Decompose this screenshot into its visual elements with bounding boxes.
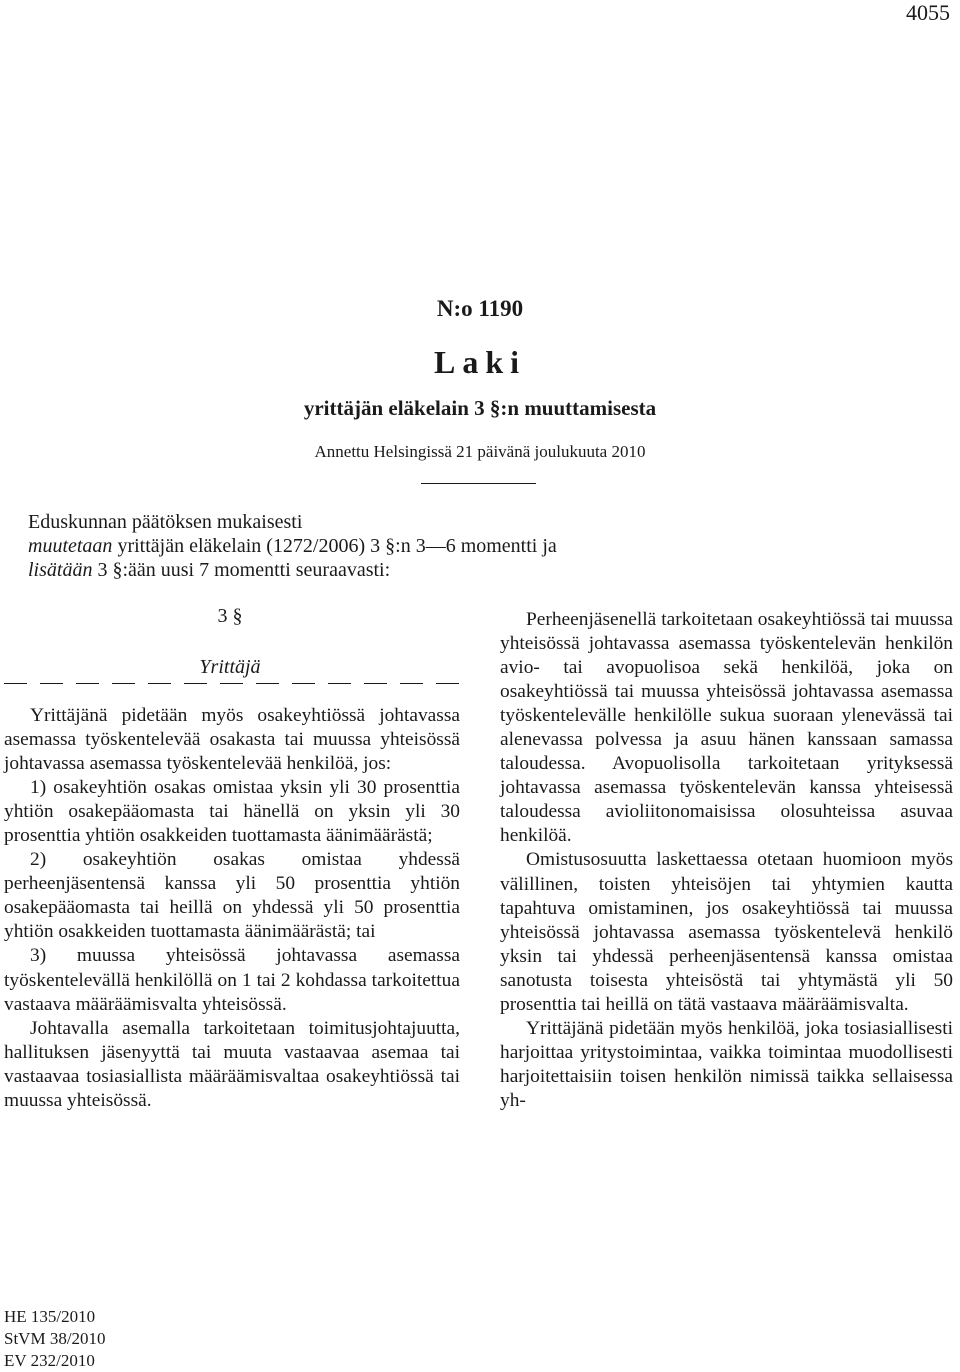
paragraph: Omistusosuutta laskettaessa otetaan huomioon myös välillinen, toisten yhteisöjen tai yhtymien kautta tapahtuva omistaminen, jos osakeyhtiössä tai muussa yhteisössä johtavassa asemassa työskentelevä henkilö yksin tai yhdessä perheenjäsentensä kanssa omistaa sanotusta toisesta yhteisöstä tai yhtymästä yli 50 prosenttia tai heillä on tätä vastaava määräämisvalta. <box>500 849 953 1015</box>
paragraph: Yrittäjänä pidetään myös henkilöä, joka tosiasiallisesti harjoittaa yritystoimintaa, vaikka toimintaa muodollisesti harjoitettaisiin toisen henkilön nimissä taikka sellaisessa yh- <box>500 1017 953 1111</box>
dash <box>400 683 423 684</box>
section-number: 3 § <box>217 605 243 627</box>
paragraph: 3) muussa yhteisössä johtavassa asemassa työskentelevällä henkilöllä on 1 tai 2 kohdassa tarkoitettua vastaava määräämisvalta yhteisössä. <box>4 945 460 1015</box>
dash <box>4 683 27 684</box>
dash <box>256 683 279 684</box>
paragraph: Johtavalla asemalla tarkoitetaan toimitusjohtajuutta, hallituksen jäsenyyttä tai muuta vastaavaa asemaa tai vastaavaa tosiasiallista määräämisvaltaa osakeyhtiössä tai muussa yhteisössä. <box>4 1017 460 1111</box>
left-column <box>4 704 460 1113</box>
dash <box>292 683 315 684</box>
title-divider <box>421 483 536 484</box>
preamble-line-2 <box>28 534 557 558</box>
paragraph: Yrittäjänä pidetään myös osakeyhtiössä johtavassa asemassa työskentelevää osakasta tai muussa yhteisössä johtavassa asemassa työskentelevää henkilöä, jos: <box>4 705 460 775</box>
paragraph: 2) osakeyhtiön osakas omistaa yhdessä perheenjäsentensä kanssa yli 50 prosenttia yhtiön osakepääomasta tai heillä on yhdessä yli 50 prosenttia yhtiön osakkeiden tuottamasta äänimäärästä; tai <box>4 849 460 943</box>
preamble-line-3 <box>28 558 557 582</box>
dash <box>184 683 207 684</box>
right-column <box>500 608 953 1113</box>
law-subtitle: yrittäjän eläkelain 3 §:n muuttamisesta <box>303 396 657 420</box>
preamble-line-1: Eduskunnan päätöksen mukaisesti <box>28 511 303 533</box>
dash <box>364 683 387 684</box>
law-title: Laki <box>433 344 527 380</box>
amended-label: muutetaan <box>28 535 113 557</box>
dash <box>76 683 99 684</box>
dash <box>328 683 351 684</box>
reference: StVM 38/2010 <box>4 1329 106 1348</box>
paragraph: 1) osakeyhtiön osakas omistaa yksin yli 30 prosenttia yhtiön osakepääomasta tai hänellä on yksin yli 30 prosenttia yhtiön osakkeiden tuottamasta äänimäärästä; <box>4 777 460 847</box>
reference: EV 232/2010 <box>4 1351 95 1370</box>
dash <box>112 683 135 684</box>
section-title: Yrittäjä <box>199 656 261 678</box>
dash <box>436 683 459 684</box>
reference: HE 135/2010 <box>4 1307 96 1326</box>
given-date-line: Annettu Helsingissä 21 päivänä joulukuuta 2010 <box>314 442 646 461</box>
legislative-references <box>4 1306 106 1372</box>
preamble-line-3-text: 3 §:ään uusi 7 momentti seuraavasti: <box>92 559 391 581</box>
preamble-line-2-text: yrittäjän eläkelain (1272/2006) 3 §:n 3—6 momentti ja <box>112 535 557 557</box>
dash <box>148 683 171 684</box>
omission-dashes <box>4 683 459 684</box>
statute-number: N:o 1190 <box>436 296 524 321</box>
added-label: lisätään <box>28 559 93 581</box>
dash <box>220 683 243 684</box>
dash <box>40 683 63 684</box>
preamble <box>28 510 557 582</box>
page-number: 4055 <box>906 0 950 25</box>
paragraph: Perheenjäsenellä tarkoitetaan osakeyhtiössä tai muussa yhteisössä johtavassa asemassa työskentelevän henkilön avio- tai avopuolisoa sekä henkilöä, joka on osakeyhtiössä tai muussa yhteisössä johtavassa asemassa työskentelevälle henkilölle sukua suoraan ylenevässä tai alenevassa polvessa ja asuu hänen kanssaan samassa taloudessa. Avopuolisolla tarkoitetaan yrityksessä johtavassa asemassa työskentelevän kanssa yhteisessä taloudessa avioliitonomaisissa olosuhteissa asuvaa henkilöä. <box>500 609 953 847</box>
